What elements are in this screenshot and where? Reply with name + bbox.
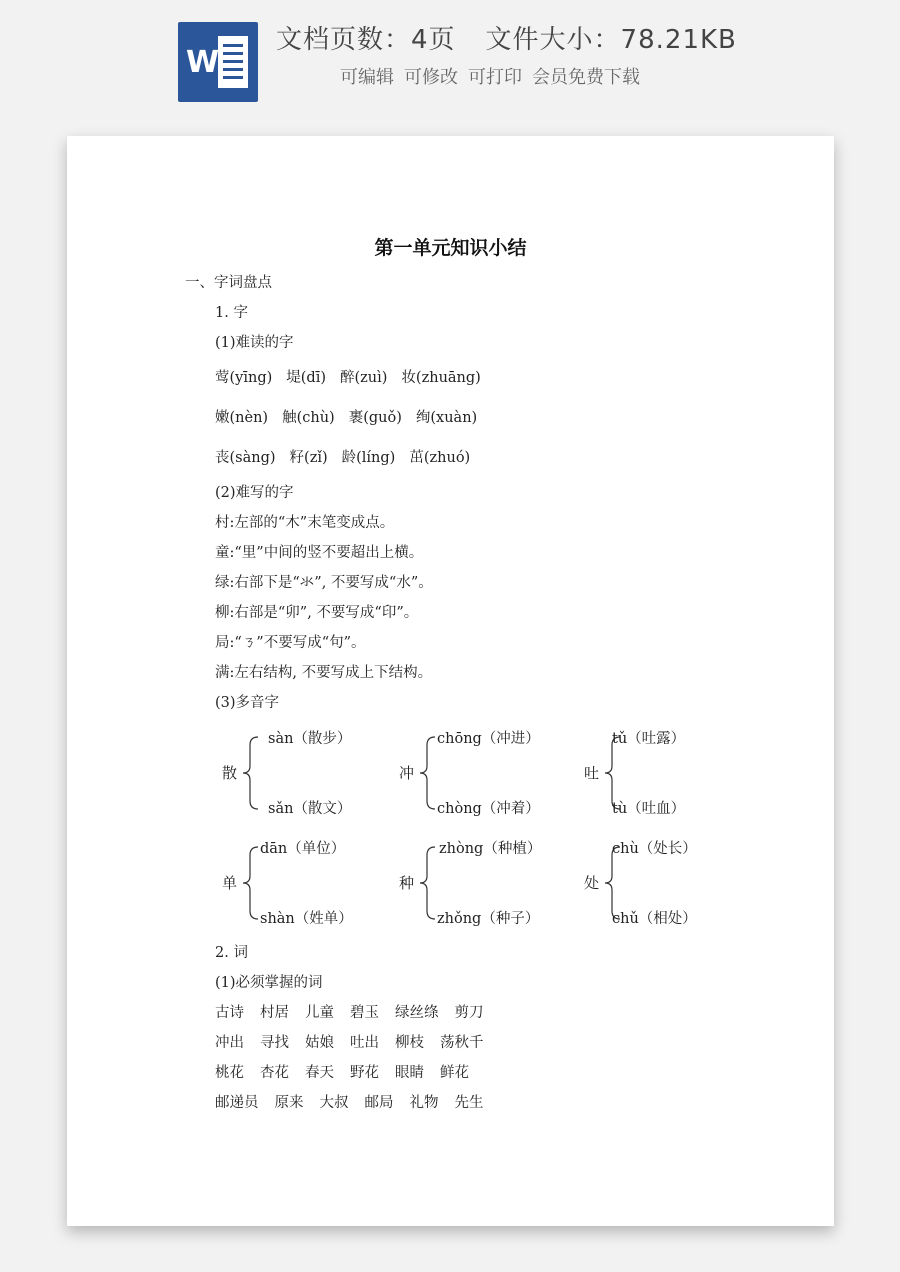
list-item: 礼物 <box>409 1095 439 1111</box>
word-document-icon <box>178 22 258 102</box>
list-item: 剪刀 <box>454 1005 484 1021</box>
list-item: 春天 <box>305 1065 334 1081</box>
list-item: 绚(xuàn) <box>415 410 478 426</box>
list-item: 嫩(nèn) <box>215 410 269 426</box>
page-title: 第一单元知识小结 <box>374 237 527 259</box>
list-item: 吐出 <box>350 1035 379 1051</box>
brace-icon <box>417 736 437 810</box>
list-item: 茁(zhuó) <box>409 450 471 466</box>
list-item: 龄(líng) <box>341 450 396 466</box>
polyphone-char: 处 <box>584 874 600 892</box>
list-item: 儿童 <box>305 1005 334 1021</box>
word-icon-letter: W <box>186 45 220 80</box>
polyphone-reading-1: zhòng（种植） <box>439 841 542 857</box>
list-item: 柳枝 <box>395 1035 424 1051</box>
list-item: 醉(zuì) <box>340 370 388 386</box>
list-item: 姑娘 <box>305 1035 334 1051</box>
list-item: 碧玉 <box>350 1005 379 1021</box>
hard-read-row-1 <box>215 367 481 389</box>
list-item: 荡秋千 <box>440 1035 484 1051</box>
file-size: 文件大小：78.21KB <box>485 25 737 55</box>
polyphone-reading-1: sàn（散步） <box>268 731 352 747</box>
polyphone-reading-2: sǎn（散文） <box>268 801 352 817</box>
list-item: 桃花 <box>215 1065 244 1081</box>
word-row-1 <box>215 1002 484 1024</box>
polyphone-reading-2: chòng（冲着） <box>437 801 540 817</box>
list-item: 寻找 <box>260 1035 289 1051</box>
hard-write-item-6: 满:左右结构, 不要写成上下结构。 <box>215 665 433 681</box>
list-item: 原来 <box>274 1095 304 1111</box>
polyphone-reading-1: tǔ（吐露） <box>612 731 686 747</box>
polyphone-char: 种 <box>399 874 415 892</box>
polyphone-group-dan <box>222 838 382 928</box>
hard-write-item-3: 绿:右部下是“氺”, 不要写成“水”。 <box>215 575 433 591</box>
list-item: 邮局 <box>364 1095 394 1111</box>
hard-write-heading: (2)难写的字 <box>215 485 294 501</box>
list-item: 古诗 <box>215 1005 244 1021</box>
list-item: 眼睛 <box>395 1065 424 1081</box>
hard-read-heading: (1)难读的字 <box>215 335 294 351</box>
hard-write-item-4: 柳:右部是“卯”, 不要写成“印”。 <box>215 605 419 621</box>
polyphone-reading-2: zhǒng（种子） <box>437 911 540 927</box>
polyphone-reading-1: chōng（冲进） <box>437 731 540 747</box>
polyphone-char: 冲 <box>399 764 415 782</box>
polyphone-reading-2: shàn（姓单） <box>260 911 353 927</box>
brace-icon <box>417 846 437 920</box>
file-info <box>276 20 737 60</box>
list-item: 先生 <box>454 1095 484 1111</box>
polyphone-reading-2: tù（吐血） <box>612 801 686 817</box>
brace-icon <box>240 736 260 810</box>
polyphone-group-san <box>222 728 382 818</box>
feature-printable: 可打印 <box>468 67 522 88</box>
word-row-3 <box>215 1062 469 1084</box>
list-item: 村居 <box>260 1005 289 1021</box>
list-item: 籽(zǐ) <box>289 450 328 466</box>
list-item: 裹(guǒ) <box>348 410 402 426</box>
list-item: 堤(dī) <box>286 370 326 386</box>
polyphone-group-chu <box>584 838 744 928</box>
must-words-heading: (1)必须掌握的词 <box>215 975 323 991</box>
list-item: 鲜花 <box>440 1065 469 1081</box>
section-heading-1: 一、字词盘点 <box>185 275 272 291</box>
document-page <box>67 136 834 1226</box>
polyphone-reading-1: dān（单位） <box>260 841 346 857</box>
polyphone-char: 吐 <box>584 764 600 782</box>
polyphone-group-zhong <box>399 838 559 928</box>
word-row-4 <box>215 1092 484 1114</box>
hard-write-item-1: 村:左部的“木”末笔变成点。 <box>215 515 395 531</box>
feature-modifiable: 可修改 <box>404 67 458 88</box>
polyphone-char: 散 <box>222 764 238 782</box>
polyphone-reading-1: chù（处长） <box>612 841 697 857</box>
page-count: 文档页数：4页 <box>276 25 456 55</box>
feature-list <box>340 64 640 92</box>
subsection-characters: 1. 字 <box>215 305 248 321</box>
hard-write-item-2: 童:“里”中间的竖不要超出上横。 <box>215 545 424 561</box>
brace-icon <box>240 846 260 920</box>
polyphone-heading: (3)多音字 <box>215 695 280 711</box>
polyphone-reading-2: chǔ（相处） <box>612 911 697 927</box>
feature-editable: 可编辑 <box>340 67 394 88</box>
hard-write-item-5: 局:“ㄋ”不要写成“句”。 <box>215 635 366 651</box>
list-item: 莺(yīng) <box>215 370 273 386</box>
list-item: 大叔 <box>319 1095 349 1111</box>
list-item: 丧(sàng) <box>215 450 276 466</box>
polyphone-group-chong <box>399 728 559 818</box>
polyphone-group-tu <box>584 728 744 818</box>
list-item: 邮递员 <box>215 1095 259 1111</box>
feature-member-download: 会员免费下载 <box>532 67 640 88</box>
subsection-words: 2. 词 <box>215 945 248 961</box>
list-item: 触(chù) <box>282 410 335 426</box>
download-banner <box>0 0 900 120</box>
list-item: 冲出 <box>215 1035 244 1051</box>
polyphone-char: 单 <box>222 874 238 892</box>
list-item: 妆(zhuāng) <box>401 370 481 386</box>
list-item: 绿丝绦 <box>395 1005 439 1021</box>
hard-read-row-2 <box>215 407 477 429</box>
list-item: 野花 <box>350 1065 379 1081</box>
hard-read-row-3 <box>215 447 470 469</box>
list-item: 杏花 <box>260 1065 289 1081</box>
word-row-2 <box>215 1032 484 1054</box>
